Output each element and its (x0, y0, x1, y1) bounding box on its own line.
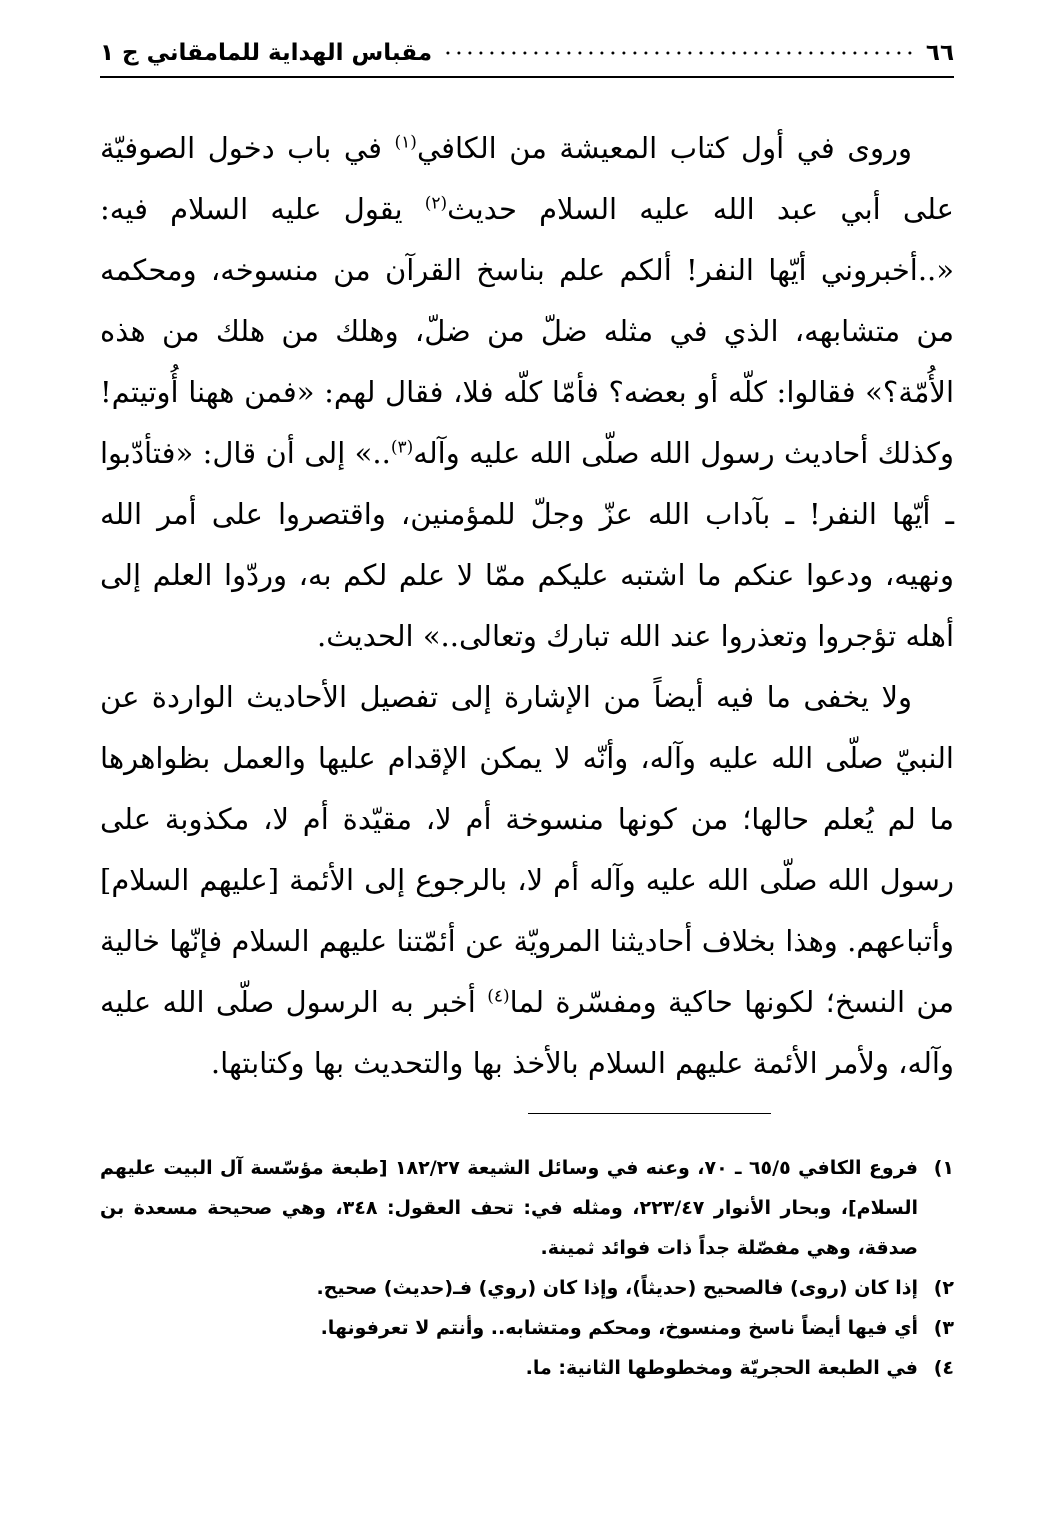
paragraph-2 (100, 667, 954, 1094)
footnote-number: ١) (933, 1157, 954, 1179)
leader-dots (446, 51, 912, 55)
p2-text-b: أخبر به الرسول صلّى الله عليه وآله، ولأمر الأئمة عليهم السلام بالأخذ بها والتحديث بها وكتابتها. (100, 985, 954, 1080)
p2-text-a: ولا يخفى ما فيه أيضاً من الإشارة إلى تفصيل الأحاديث الواردة عن النبيّ صلّى الله عليه وآله، وأنّه لا يمكن الإقدام عليها والعمل بظواهرها ما لم يُعلم حالها؛ من كونها منسوخة أم لا، مقيّدة أم لا، مكذوبة على رسول الله صلّى الله عليه وآله أم لا، بالرجوع إلى الأئمة [عليهم السلام] وأتباعهم. وهذا بخلاف أحاديثنا المرويّة عن أئمّتنا عليهم السلام فإنّها خالية من النسخ؛ لكونها حاكية ومفسّرة لما (100, 680, 954, 1019)
main-text (100, 118, 954, 1094)
footnote-ref-3: (٣) (390, 437, 414, 458)
footnote-text: فروع الكافي ٦٥/٥ ـ ٧٠، وعنه في وسائل الشيعة ١٨٢/٢٧ [طبعة مؤسّسة آل البيت عليهم السلام]، وبحار الأنوار ٢٢٣/٤٧، ومثله في: تحف العقول: ٣٤٨، وهي صحيحة مسعدة بن صدقة، وهي مفصّلة جداً ذات فوائد ثمينة. (100, 1157, 919, 1259)
book-title: مقباس الهداية للمامقاني ج ١ (100, 40, 433, 66)
p1-text-a: وروى في أول كتاب المعيشة من الكافي (416, 131, 912, 165)
footnote-2 (100, 1268, 954, 1308)
p1-text-d: ..» إلى أن قال: «فتأدّبوا ـ أيّها النفر! ـ بآداب الله عزّ وجلّ للمؤمنين، واقتصروا على أمر الله ونهيه، ودعوا عنكم ما اشتبه عليكم ممّا لا علم لكم به، وردّوا العلم إلى أهله تؤجروا وتعذروا عند الله تبارك وتعالى..» الحديث. (100, 436, 954, 653)
footnote-1 (100, 1148, 954, 1268)
running-header (100, 30, 954, 78)
p1-text-b: في باب دخول الصوفيّة على أبي عبد الله عليه السلام حديث (100, 131, 954, 226)
footnote-number: ٢) (933, 1277, 954, 1299)
footnote-3 (100, 1308, 954, 1348)
footnote-ref-2: (٢) (424, 193, 448, 214)
footnote-separator (528, 1113, 771, 1114)
footnote-text: في الطبعة الحجريّة ومخطوطها الثانية: ما. (525, 1357, 918, 1379)
footnote-ref-1: (١) (394, 132, 417, 153)
footnote-text: أي فيها أيضاً ناسخ ومنسوخ، ومحكم ومتشابه.. وأنتم لا تعرفونها. (320, 1317, 918, 1339)
footnote-number: ٣) (933, 1317, 954, 1339)
footnotes (100, 1148, 954, 1388)
footnote-number: ٤) (933, 1357, 954, 1379)
footnote-4 (100, 1348, 954, 1388)
page-number: ٦٦ (925, 40, 954, 66)
footnote-ref-4: (٤) (487, 986, 510, 1007)
paragraph-1 (100, 118, 954, 667)
p1-text-c: يقول عليه السلام فيه: «..أخبروني أيّها النفر! ألكم علم بناسخ القرآن من منسوخه، ومحكمه من متشابهه، الذي في مثله ضلّ من ضلّ، وهلك من هلك من هذه الأُمّة؟» فقالوا: كلّه أو بعضه؟ فأمّا كلّه فلا، فقال لهم: «فمن ههنا أُوتيتم! وكذلك أحاديث رسول الله صلّى الله عليه وآله (100, 192, 954, 470)
footnote-text: إذا كان (روى) فالصحيح (حديثاً)، وإذا كان (روي) فـ(حديث) صحيح. (316, 1277, 918, 1299)
